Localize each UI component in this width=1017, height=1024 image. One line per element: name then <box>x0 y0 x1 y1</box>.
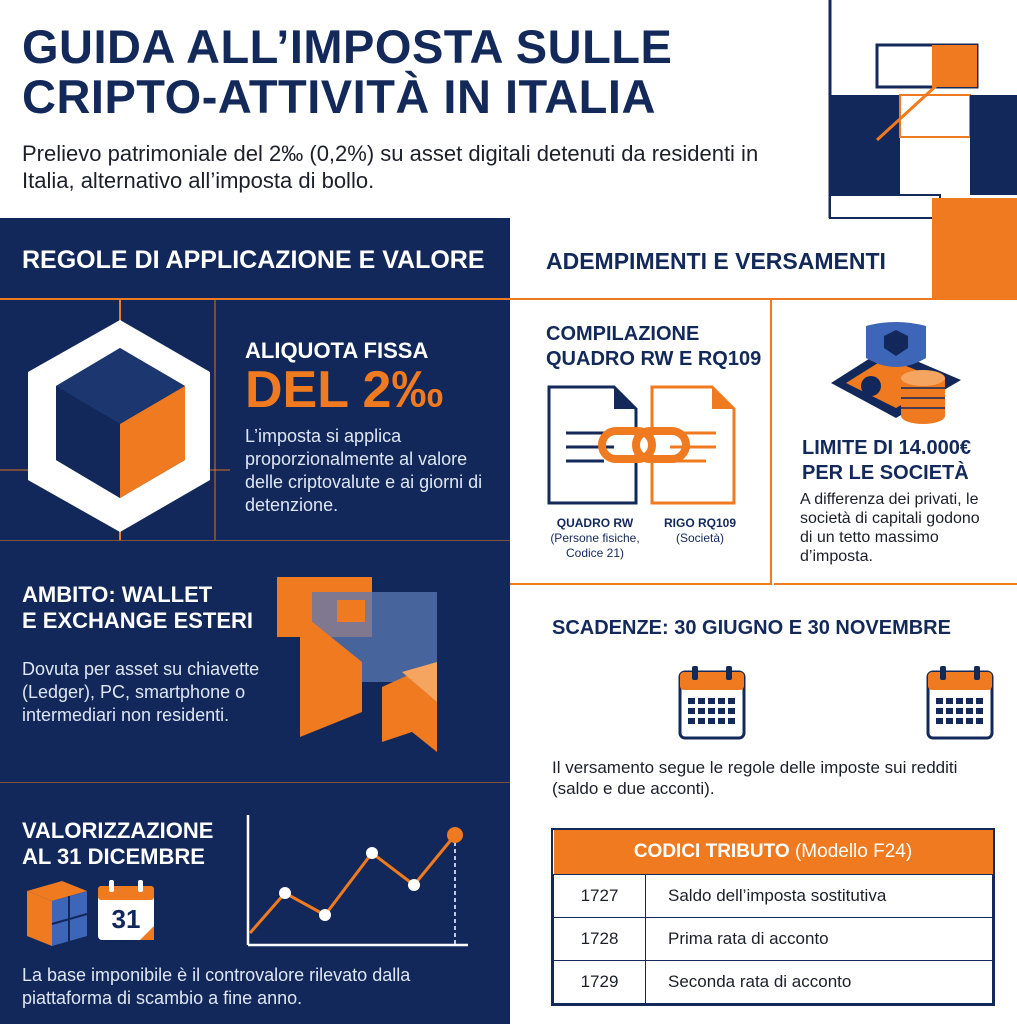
doc1-sub: (Persone fisiche, Codice 21) <box>550 531 640 560</box>
obligations-header-box <box>510 220 930 300</box>
wallet-arrow-icon <box>272 572 462 757</box>
doc2-caption <box>650 516 750 546</box>
rate-value: DEL 2‰ <box>245 361 444 419</box>
limit-title-line-2: PER LE SOCIETÀ <box>802 462 969 484</box>
valuation-title-line-1: VALORIZZAZIONE <box>22 818 214 843</box>
page-subtitle: Prelievo patrimoniale del 2‰ (0,2%) su asset digitali detenuti da residenti in Italia, alternativo all’imposta di bollo. <box>22 141 759 193</box>
forms-title-line-2: QUADRO RW E RQ109 <box>546 348 762 370</box>
title-line-1: GUIDA ALL’IMPOSTA SULLE <box>22 20 673 73</box>
page-title <box>22 22 812 122</box>
limit-title <box>802 436 971 486</box>
doc1-caption <box>534 516 656 561</box>
valuation-text: La base imponibile è il controvalore rilevato dalla piattaforma di scambio a fine anno. <box>22 965 411 1008</box>
calendar-icon <box>678 664 746 740</box>
scope-title <box>22 582 253 634</box>
limit-text: A differenza dei privati, le società di capitali godono di un tetto massimo d’imposta. <box>800 491 980 565</box>
tax-codes-table <box>551 828 995 1006</box>
scope-title-line-2: E EXCHANGE ESTERI <box>22 608 254 633</box>
tax-code-desc: Saldo dell’imposta sostitutiva <box>646 874 993 917</box>
title-line-2: CRIPTO-ATTIVITÀ IN ITALIA <box>22 70 656 123</box>
calendar-icon <box>926 664 994 740</box>
doc2-sub: (Società) <box>675 531 725 545</box>
divider <box>0 782 510 783</box>
forms-title-line-1: COMPILAZIONE <box>546 323 700 345</box>
table-row <box>554 917 993 960</box>
tax-code: 1727 <box>554 874 646 917</box>
divider <box>0 540 510 541</box>
valuation-title-line-2: AL 31 DICEMBRE <box>22 844 205 869</box>
table-row <box>554 874 993 917</box>
tax-codes-title: CODICI TRIBUTO <box>633 840 790 862</box>
hexagon-cube-icon <box>0 300 230 540</box>
tax-codes-note: (Modello F24) <box>794 840 913 862</box>
calendar-day: 31 <box>111 904 141 934</box>
scope-text: Dovuta per asset su chiavette (Ledger), PC, smartphone o intermediari non residenti. <box>22 659 260 725</box>
rules-heading: REGOLE DI APPLICAZIONE E VALORE <box>22 246 485 274</box>
obligations-heading: ADEMPIMENTI E VERSAMENTI <box>546 248 886 274</box>
doc2-title: RIGO RQ109 <box>663 516 737 530</box>
deadlines-text: Il versamento segue le regole delle imposte sui redditi (saldo e due acconti). <box>552 758 958 798</box>
cube-icon <box>22 876 92 948</box>
tax-codes-header <box>554 830 993 874</box>
tax-code-desc: Prima rata di acconto <box>646 917 993 960</box>
tax-code-desc: Seconda rata di acconto <box>646 960 993 1003</box>
documents-link-icon <box>544 385 739 505</box>
rate-text: L’imposta si applica proporzionalmente al valore delle criptovalute e ai giorni di detenzione. <box>245 426 483 515</box>
limit-title-line-1: LIMITE DI 14.000€ <box>802 437 971 459</box>
table-row <box>554 960 993 1003</box>
rate-label: ALIQUOTA FISSA <box>245 338 429 363</box>
valuation-title <box>22 818 213 870</box>
doc1-title: QUADRO RW <box>556 516 634 530</box>
forms-title <box>546 322 761 372</box>
line-chart-icon <box>240 815 470 950</box>
shield-coins-icon <box>826 318 966 428</box>
calendar-icon <box>96 878 158 942</box>
tax-code: 1728 <box>554 917 646 960</box>
scope-title-line-1: AMBITO: WALLET <box>22 582 213 607</box>
deadlines-title: SCADENZE: 30 GIUGNO E 30 NOVEMBRE <box>552 617 951 639</box>
tax-code: 1729 <box>554 960 646 1003</box>
